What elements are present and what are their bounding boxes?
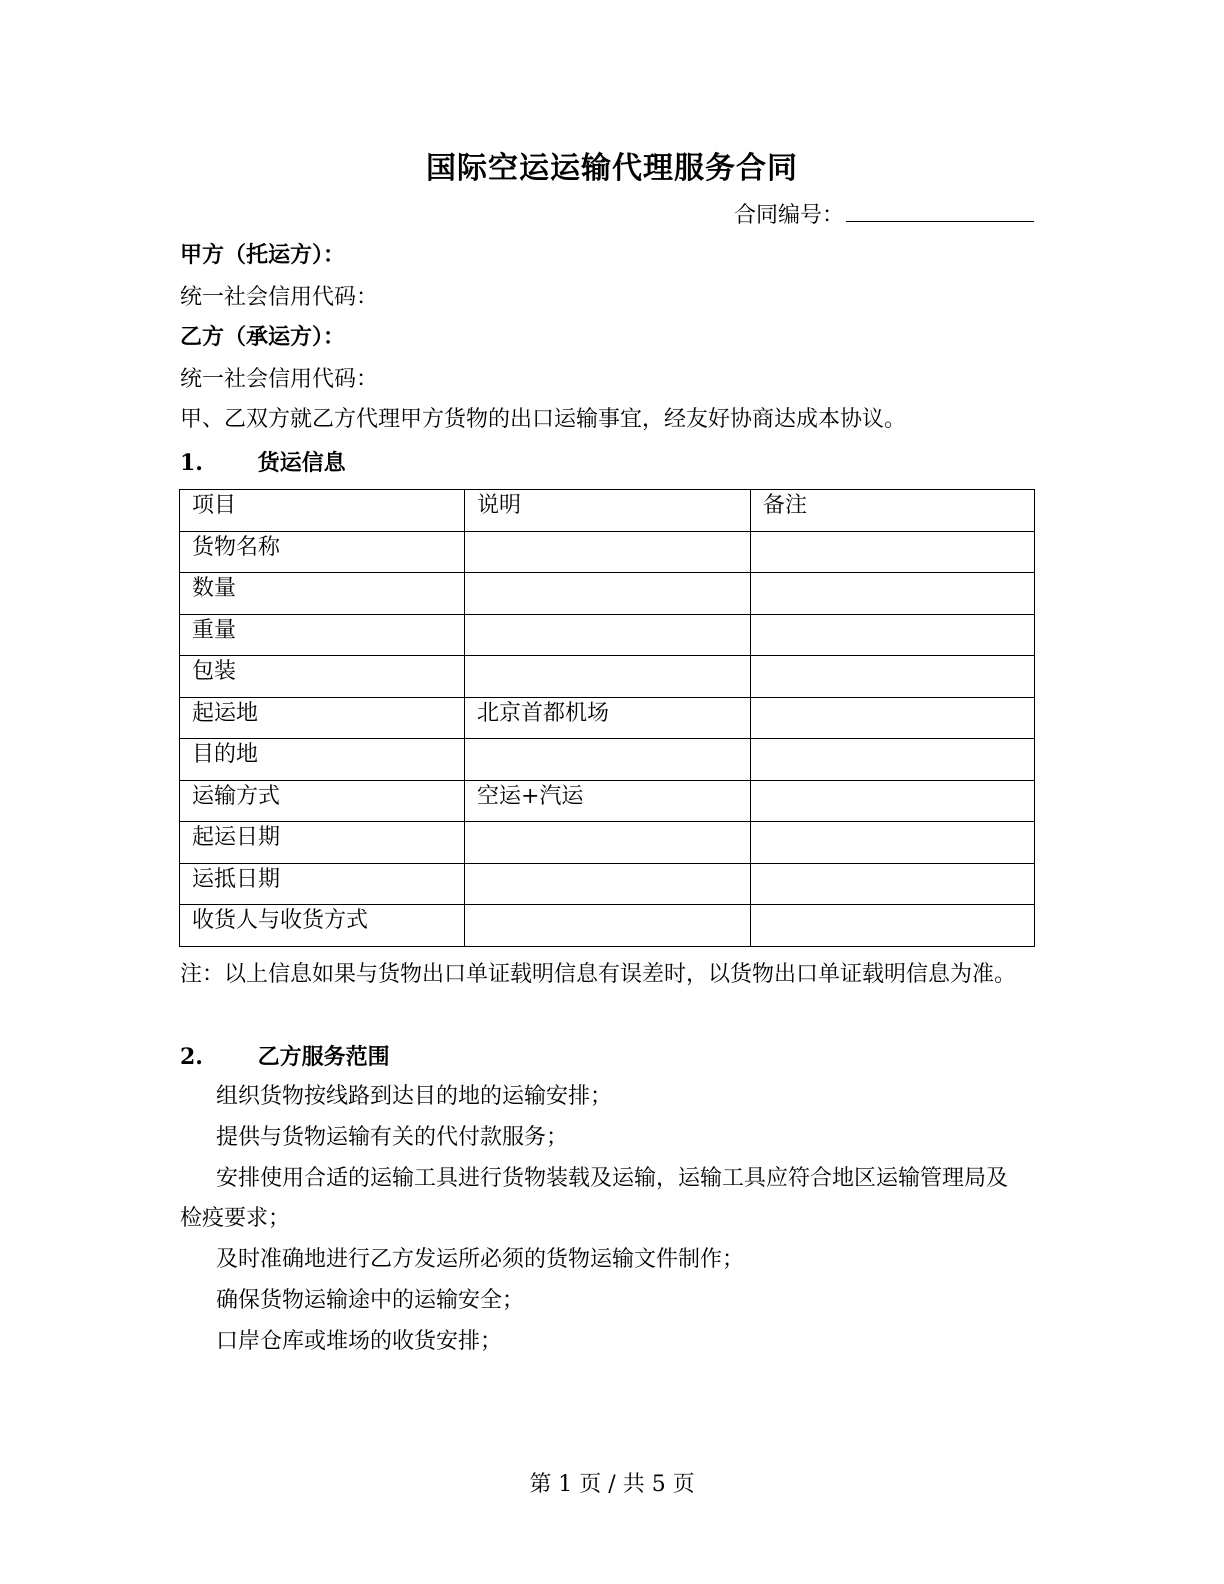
table-cell — [465, 656, 751, 698]
table-cell: 起运日期 — [180, 822, 465, 864]
table-cell: 包装 — [180, 656, 465, 698]
table-row — [180, 822, 1035, 864]
table-cell — [751, 614, 1035, 656]
table-cell: 空运+汽运 — [465, 780, 751, 822]
table-cell: 数量 — [180, 573, 465, 615]
table-header-cell: 备注 — [751, 490, 1035, 532]
table-header-cell: 项目 — [180, 490, 465, 532]
section-2-heading — [180, 1040, 390, 1071]
party-a-credit-code: 统一社会信用代码： — [180, 285, 379, 310]
section-1-title: 货运信息 — [257, 450, 346, 476]
table-row — [180, 614, 1035, 656]
intro-paragraph: 甲、乙双方就乙方代理甲方货物的出口运输事宜，经友好协商达成本协议。 — [180, 407, 907, 432]
service-item: 提供与货物运输有关的代付款服务； — [216, 1125, 569, 1150]
section-2-title: 乙方服务范围 — [257, 1044, 390, 1070]
service-item: 口岸仓库或堆场的收货安排； — [216, 1329, 503, 1354]
table-cell: 货物名称 — [180, 531, 465, 573]
table-cell: 北京首都机场 — [465, 697, 751, 739]
service-item: 安排使用合适的运输工具进行货物装载及运输，运输工具应符合地区运输管理局及检疫要求； — [180, 1166, 1009, 1231]
table-cell: 目的地 — [180, 739, 465, 781]
table-cell — [465, 905, 751, 947]
party-b-credit-code: 统一社会信用代码： — [180, 367, 379, 392]
table-header-row — [180, 490, 1035, 532]
table-cell — [751, 573, 1035, 615]
table-cell — [465, 863, 751, 905]
table-cell: 重量 — [180, 614, 465, 656]
section-1-heading — [180, 446, 346, 477]
section-2-number: 2. — [180, 1044, 203, 1070]
table-cell: 运抵日期 — [180, 863, 465, 905]
table-cell — [751, 531, 1035, 573]
contract-number-label: 合同编号： — [733, 203, 844, 228]
party-b-label: 乙方（承运方）： — [180, 324, 346, 350]
table-row — [180, 697, 1035, 739]
table-cell — [465, 614, 751, 656]
table-cell: 起运地 — [180, 697, 465, 739]
table-row — [180, 780, 1035, 822]
table-row — [180, 656, 1035, 698]
table-cell — [751, 905, 1035, 947]
contract-number-blank — [846, 199, 1034, 222]
table-cell — [751, 697, 1035, 739]
table-cell: 运输方式 — [180, 780, 465, 822]
contract-number-field — [734, 198, 1034, 229]
table-note: 注：以上信息如果与货物出口单证载明信息有误差时，以货物出口单证载明信息为准。 — [180, 962, 1017, 987]
table-cell — [751, 822, 1035, 864]
section-1-number: 1. — [180, 450, 203, 476]
table-row — [180, 905, 1035, 947]
table-header-cell: 说明 — [465, 490, 751, 532]
table-cell — [465, 573, 751, 615]
party-a-label: 甲方（托运方）： — [180, 242, 346, 268]
service-item: 及时准确地进行乙方发运所必须的货物运输文件制作； — [216, 1247, 745, 1272]
table-cell: 收货人与收货方式 — [180, 905, 465, 947]
page-number-footer: 第 1 页 / 共 5 页 — [529, 1472, 695, 1497]
service-item: 确保货物运输途中的运输安全； — [216, 1288, 525, 1313]
table-cell — [751, 863, 1035, 905]
table-cell — [751, 739, 1035, 781]
table-row — [180, 573, 1035, 615]
table-cell — [751, 656, 1035, 698]
table-cell — [751, 780, 1035, 822]
table-row — [180, 739, 1035, 781]
table-cell — [465, 822, 751, 864]
table-cell — [465, 531, 751, 573]
service-item: 组织货物按线路到达目的地的运输安排； — [216, 1084, 613, 1109]
table-row — [180, 863, 1035, 905]
cargo-info-table — [179, 489, 1035, 947]
document-title: 国际空运运输代理服务合同 — [426, 151, 798, 186]
table-row — [180, 531, 1035, 573]
table-cell — [465, 739, 751, 781]
